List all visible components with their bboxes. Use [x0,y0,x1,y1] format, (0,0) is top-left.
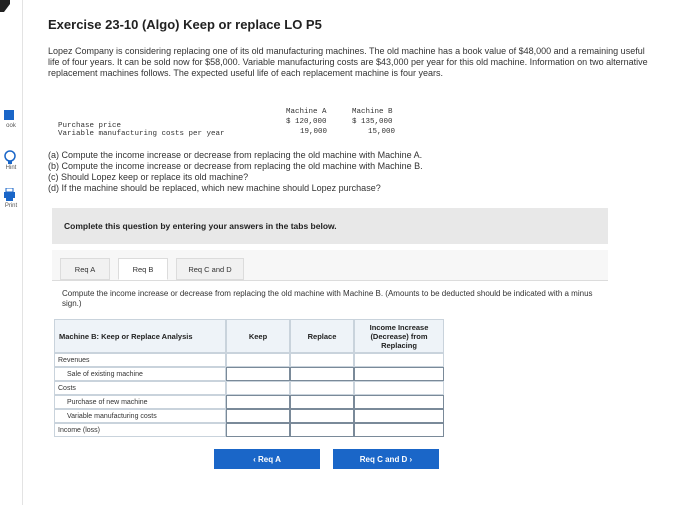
tab-content [52,280,608,491]
table-row [54,353,226,367]
row-label-variable-costs: Variable manufacturing costs [67,413,157,420]
sidebar-label-hint: Hint [5,165,17,171]
sidebar-item-ebook[interactable] [0,108,22,130]
row-label-purchase-new: Purchase of new machine [67,399,148,406]
machine-b-purchase-price: $ 135,000 [352,118,393,126]
variable-costs-keep-input[interactable] [226,409,290,423]
purchase-new-replace-input[interactable] [290,395,354,409]
row-label-sale-existing: Sale of existing machine [67,371,143,378]
question-c: (c) Should Lopez keep or replace its old machine? [48,172,249,182]
sidebar-item-print[interactable] [0,188,22,210]
table-row [54,367,226,381]
purchase-price-label: Purchase price [58,122,122,130]
tab-req-a[interactable]: Req A [60,258,110,280]
analysis-header-income-change: Income Increase (Decrease) from Replacing [354,319,444,353]
revenues-change-cell [354,353,444,367]
machine-a-variable-costs: 19,000 [300,128,328,136]
purchase-new-keep-input[interactable] [226,395,290,409]
sidebar-label-print: Print [4,203,18,209]
question-list [48,150,423,194]
costs-keep-cell [226,381,290,395]
costs-change-cell [354,381,444,395]
income-replace-input[interactable] [290,423,354,437]
variable-costs-change-input[interactable] [354,409,444,423]
sale-existing-replace-input[interactable] [290,367,354,381]
complete-prompt: Complete this question by entering your answers in the tabs below. [64,221,337,231]
variable-costs-replace-input[interactable] [290,409,354,423]
analysis-header-keep: Keep [226,319,290,353]
sidebar-item-hint[interactable] [0,150,22,172]
income-keep-input[interactable] [226,423,290,437]
prev-button-label: Req A [258,454,281,464]
analysis-header-label: Machine B: Keep or Replace Analysis [54,319,226,353]
prev-req-a-button[interactable] [214,449,320,469]
tab-instruction: Compute the income increase or decrease from replacing the old machine with Machine B. (Amounts to be deducted should be indicated with a minus sign.) [62,289,593,308]
income-change-input[interactable] [354,423,444,437]
logo-icon [0,0,12,14]
row-label-income: Income (loss) [58,427,101,434]
sale-existing-change-input[interactable] [354,367,444,381]
table-row [54,395,226,409]
purchase-new-change-input[interactable] [354,395,444,409]
sidebar-label-ebook: ook [6,123,16,129]
table-row [54,409,226,423]
analysis-header-replace: Replace [290,319,354,353]
tab-req-c-and-d[interactable]: Req C and D [176,258,244,280]
question-d: (d) If the machine should be replaced, which new machine should Lopez purchase? [48,183,381,193]
table-row [54,423,226,437]
exercise-title: Exercise 23-10 (Algo) Keep or replace LO P5 [48,17,322,32]
next-button-label: Req C and D [359,454,408,464]
sale-existing-keep-input[interactable] [226,367,290,381]
exercise-intro: Lopez Company is considering replacing one of its old manufacturing machines. The old machine has a book value of $48,000 and a remaining useful life of four years. It can be sold now for $58,000. Variable manufacturing costs are $43,000 per year for this old machine. Information on two alternative replacement machines follows. The expected useful life of each replacement machine is four years. [48,46,648,78]
question-a: (a) Compute the income increase or decrease from replacing the old machine with Machine A. [48,150,423,160]
machine-b-variable-costs: 15,000 [368,128,396,136]
row-label-revenues: Revenues [58,357,90,364]
costs-replace-cell [290,381,354,395]
tab-req-b[interactable]: Req B [118,258,168,280]
machine-b-header: Machine B [352,108,393,116]
revenues-replace-cell [290,353,354,367]
revenues-keep-cell [226,353,290,367]
answer-panel [52,250,608,490]
next-req-cd-button[interactable] [333,449,439,469]
chevron-right-icon: › [407,454,413,464]
hint-icon [4,150,18,164]
table-row [54,381,226,395]
machine-a-purchase-price: $ 120,000 [286,118,327,126]
machine-a-header: Machine A [286,108,327,116]
chevron-left-icon: ‹ [253,454,259,464]
instructions-banner [52,208,608,244]
book-icon [4,108,18,122]
row-label-costs: Costs [58,385,76,392]
question-b: (b) Compute the income increase or decrease from replacing the old machine with Machine B. [48,161,423,171]
variable-costs-label: Variable manufacturing costs per year [58,130,225,138]
left-sidebar [0,0,23,505]
print-icon [4,188,18,202]
